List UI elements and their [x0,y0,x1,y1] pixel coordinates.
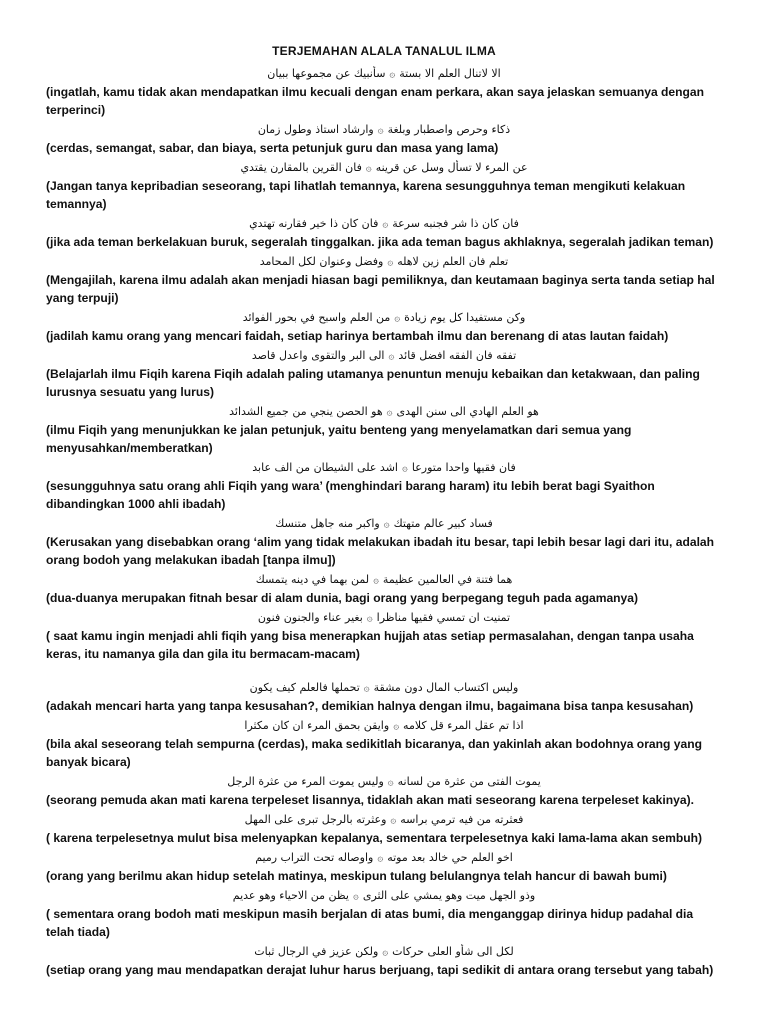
arabic-second-hemistich: وليس يموت المرء من عثرة الرجل [227,775,384,788]
arabic-second-hemistich: واكبر منه جاهل متنسك [275,517,380,530]
arabic-first-hemistich: فان فقيها واحدا متورعا [411,461,516,474]
verse-block [46,944,722,979]
translation-text: (jadilah kamu orang yang mencari faidah, setiap harinya bertambah ilmu dan berenang di atas lautan faidah) [46,329,669,343]
arabic-first-hemistich: ذكاء وحرص واصطبار وبلغة [387,123,511,136]
arabic-verse-line [46,812,722,829]
arabic-verse-line [46,718,722,735]
translation-text: ( sementara orang bodoh mati meskipun masih berjalan di atas bumi, dia menganggap dirinya hidup padahal dia telah tiada) [46,907,694,939]
verse-block [46,812,722,847]
arabic-second-hemistich: وارشاد استاذ وطول زمان [257,123,374,136]
spacer [46,666,722,680]
verse-list [46,66,722,979]
arabic-first-hemistich: الا لاتنال العلم الا بستة [399,67,501,80]
ornament-icon: ۞ [388,351,395,362]
arabic-first-hemistich: تمنيت ان تمسي فقيها مناظرا [376,611,511,624]
verse-block [46,460,722,513]
arabic-first-hemistich: فساد كبير عالم متهتك [393,517,493,530]
arabic-first-hemistich: وذو الجهل ميت وهو يمشي على الثرى [362,889,536,902]
arabic-verse-line [46,254,722,271]
ornament-icon: ۞ [386,407,393,418]
translation-text: (adakah mencari harta yang tanpa kesusahan?, demikian halnya dengan ilmu, bagaimana bisa tanpa kesusahan) [46,699,694,713]
arabic-verse-line [46,774,722,791]
arabic-verse-line [46,460,722,477]
arabic-second-hemistich: من العلم واسبح في بحور الفوائد [242,311,391,324]
arabic-first-hemistich: عن المرء لا تسأل وسل عن قرينه [375,161,528,174]
arabic-verse-line [46,572,722,589]
verse-block [46,888,722,941]
arabic-first-hemistich: تعلم فان العلم زين لاهله [397,255,509,268]
arabic-second-hemistich: لمن بهما في دينه يتمسك [255,573,370,586]
ornament-icon: ۞ [366,613,373,624]
arabic-verse-line [46,516,722,533]
arabic-first-hemistich: فان كان ذا شر فجنبه سرعة [392,217,519,230]
verse-block [46,122,722,157]
arabic-second-hemistich: سأنبيك عن مجموعها ببيان [267,67,386,80]
arabic-verse-line [46,944,722,961]
arabic-second-hemistich: الى البر والتقوى واعدل قاصد [251,349,385,362]
translation-text: ( karena terpelesetnya mulut bisa melenyapkan kepalanya, sementara terpelesetnya kaki lama-lama akan sembuh) [46,831,703,845]
translation-text: (bila akal seseorang telah sempurna (cerdas), maka sedikitlah bicaranya, dan yakinlah akan bodohnya orang yang banyak bicara) [46,737,702,769]
ornament-icon: ۞ [383,519,390,530]
verse-block [46,572,722,607]
arabic-first-hemistich: فعثرته من فيه ترمي براسه [400,813,524,826]
arabic-verse-line [46,850,722,867]
arabic-second-hemistich: فان كان ذا خير فقارنه تهتدي [249,217,379,230]
ornament-icon: ۞ [352,891,359,902]
arabic-verse-line [46,888,722,905]
translation-text: (orang yang berilmu akan hidup setelah matinya, meskipun tulang belulangnya telah hancur di bawah bumi) [46,869,667,883]
ornament-icon: ۞ [365,163,372,174]
translation-text: (Belajarlah ilmu Fiqih karena Fiqih adalah paling utamanya penuntun menuju kebaikan dan ketakwaan, dan paling lurusnya sesuatu yang lurus) [46,367,700,399]
verse-block [46,850,722,885]
ornament-icon: ۞ [389,69,396,80]
arabic-second-hemistich: وايقن بحمق المرء ان كان مكثرا [244,719,390,732]
arabic-verse-line [46,66,722,83]
document-title: TERJEMAHAN ALALA TANALUL ILMA [272,44,496,58]
arabic-verse-line [46,122,722,139]
translation-text: (jika ada teman berkelakuan buruk, segeralah tinggalkan. jika ada teman bagus akhlaknya, segeralah jadikan teman) [46,235,714,249]
arabic-first-hemistich: هما فتنة في العالمين عظيمة [382,573,513,586]
verse-block [46,404,722,457]
verse-block [46,310,722,345]
arabic-second-hemistich: بغير عناء والجنون فنون [257,611,363,624]
arabic-first-hemistich: لكل الى شأو العلى حركات [392,945,514,958]
ornament-icon: ۞ [377,853,384,864]
translation-text: (ilmu Fiqih yang menunjukkan ke jalan petunjuk, yaitu benteng yang menyelamatkan dari semua yang menyusahkan/memberatkan) [46,423,632,455]
arabic-second-hemistich: وعثرته بالرجل تبرى على المهل [244,813,387,826]
arabic-verse-line [46,348,722,365]
translation-text: ( saat kamu ingin menjadi ahli fiqih yang bisa menerapkan hujjah atas setiap permasalahan, dengan tanpa usaha keras, itu namanya gila dan gila itu bermacam-macam) [46,629,694,661]
verse-block [46,254,722,307]
arabic-second-hemistich: اشد على الشيطان من الف عابد [252,461,398,474]
arabic-verse-line [46,216,722,233]
ornament-icon: ۞ [387,257,394,268]
verse-block [46,610,722,663]
ornament-icon: ۞ [382,947,389,958]
verse-block [46,516,722,569]
ornament-icon: ۞ [382,219,389,230]
arabic-verse-line [46,680,722,697]
ornament-icon: ۞ [373,575,379,586]
translation-text: (Kerusakan yang disebabkan orang ‘alim yang tidak melakukan ibadah itu besar, tapi lebih besar lagi dari itu, adalah orang bodoh yang melakukan ibadah [tanpa ilmu]) [46,535,715,567]
translation-text: (cerdas, semangat, sabar, dan biaya, serta petunjuk guru dan masa yang lama) [46,141,499,155]
arabic-first-hemistich: يموت الفتى من عثرة من لسانه [397,775,541,788]
arabic-first-hemistich: وليس اكتساب المال دون مشقة [373,681,519,694]
translation-text: (setiap orang yang mau mendapatkan derajat luhur harus berjuang, tapi sedikit di antara orang tersebut yang tabah) [46,963,714,977]
arabic-second-hemistich: تحملها فالعلم كيف يكون [249,681,360,694]
verse-block [46,160,722,213]
arabic-verse-line [46,404,722,421]
ornament-icon: ۞ [394,313,401,324]
arabic-second-hemistich: واوصاله تحت التراب رميم [255,851,374,864]
verse-block [46,348,722,401]
verse-block [46,66,722,119]
verse-block [46,680,722,715]
arabic-verse-line [46,310,722,327]
arabic-second-hemistich: فان القرين بالمقارن يقتدي [240,161,362,174]
ornament-icon: ۞ [377,125,384,136]
translation-text: (Jangan tanya kepribadian seseorang, tapi lihatlah temannya, karena sesungguhnya teman mengikuti kelakuan temannya) [46,179,686,211]
arabic-first-hemistich: وكن مستفيدا كل يوم زيادة [404,311,526,324]
arabic-first-hemistich: هو العلم الهادي الى سنن الهدى [396,405,539,418]
ornament-icon: ۞ [390,815,397,826]
arabic-verse-line [46,610,722,627]
arabic-first-hemistich: تفقه فان الفقه افضل قائد [398,349,517,362]
ornament-icon: ۞ [363,683,370,694]
verse-block [46,216,722,251]
ornament-icon: ۞ [401,463,408,474]
ornament-icon: ۞ [393,721,400,732]
verse-block [46,718,722,771]
arabic-second-hemistich: هو الحصن ينجي من جميع الشدائد [229,405,383,418]
ornament-icon: ۞ [387,777,394,788]
arabic-verse-line [46,160,722,177]
arabic-second-hemistich: يظن من الاحياء وهو عديم [232,889,349,902]
translation-text: (ingatlah, kamu tidak akan mendapatkan ilmu kecuali dengan enam perkara, akan saya jelaskan semuanya dengan terperinci) [46,85,705,117]
translation-text: (Mengajilah, karena ilmu adalah akan menjadi hiasan bagi pemiliknya, dan keutamaan baginya serta tanda setiap hal yang terpuji) [46,273,715,305]
translation-text: (sesungguhnya satu orang ahli Fiqih yang wara’ (menghindari barang haram) itu lebih berat bagi Syaithon dibandingkan 1000 ahli ibadah) [46,479,655,511]
arabic-second-hemistich: ولكن عزيز في الرجال ثبات [254,945,379,958]
translation-text: (dua-duanya merupakan fitnah besar di alam dunia, bagi orang yang berpegang teguh pada agamanya) [46,591,639,605]
arabic-first-hemistich: اذا تم عقل المرء قل كلامه [403,719,524,732]
verse-block [46,774,722,809]
arabic-second-hemistich: وفضل وعنوان لكل المحامد [259,255,384,268]
translation-text: (seorang pemuda akan mati karena terpeleset lisannya, tidaklah akan mati seseorang karena terpeleset kakinya). [46,793,694,807]
arabic-first-hemistich: اخو العلم حي خالد بعد موته [387,851,513,864]
